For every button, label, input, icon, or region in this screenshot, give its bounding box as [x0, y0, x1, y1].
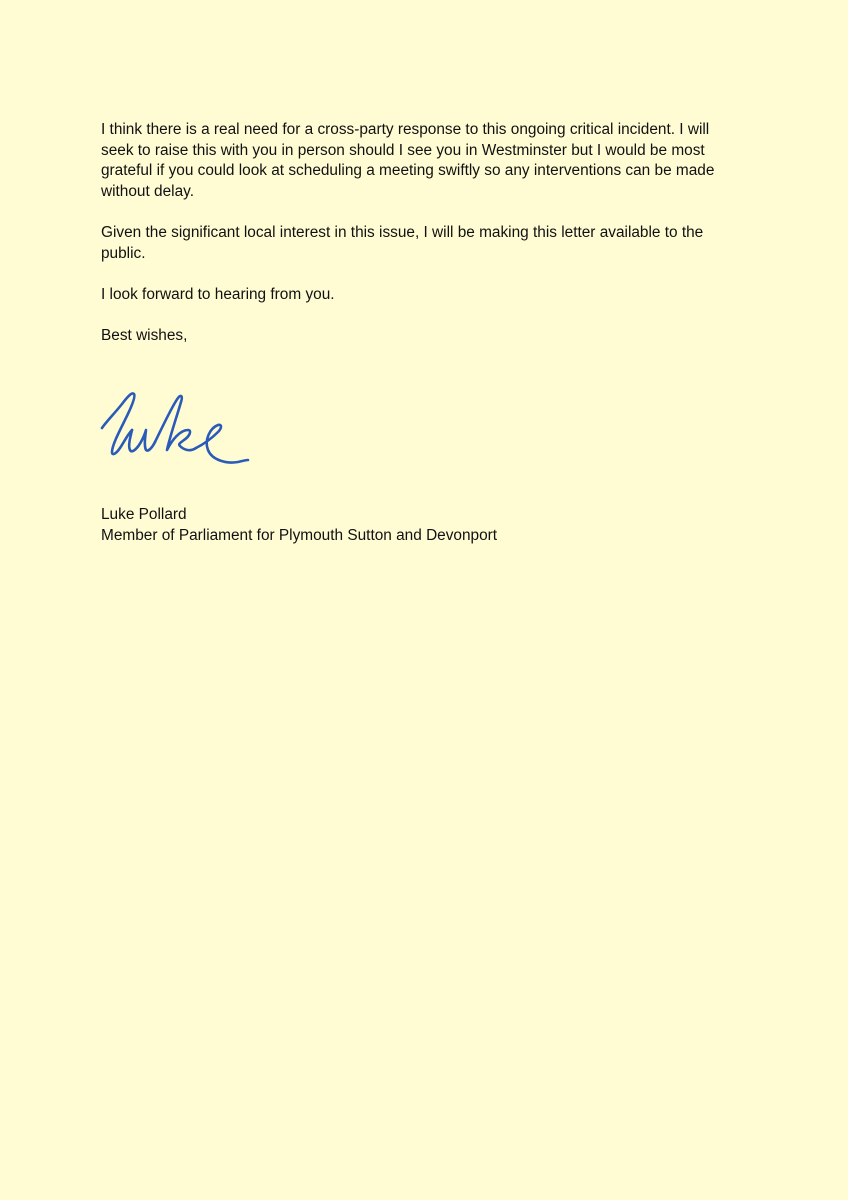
paragraph-public-availability: Given the significant local interest in this issue, I will be making this letter available to the public. [101, 223, 704, 262]
sender-name: Luke Pollard [101, 506, 187, 523]
sender-title: Member of Parliament for Plymouth Sutton and Devonport [101, 526, 498, 544]
closing-salutation: Best wishes, [101, 326, 188, 344]
handwritten-signature [100, 388, 252, 466]
sender-block [101, 505, 741, 546]
paragraph-look-forward: I look forward to hearing from you. [101, 285, 335, 303]
paragraph-cross-party-response: I think there is a real need for a cross-party response to this ongoing critical incident. I will seek to raise this with you in person should I see you in Westminster but I would be most grateful if you could look at scheduling a meeting swiftly so any interventions can be made without delay. [101, 121, 715, 200]
letter-body [101, 120, 741, 367]
